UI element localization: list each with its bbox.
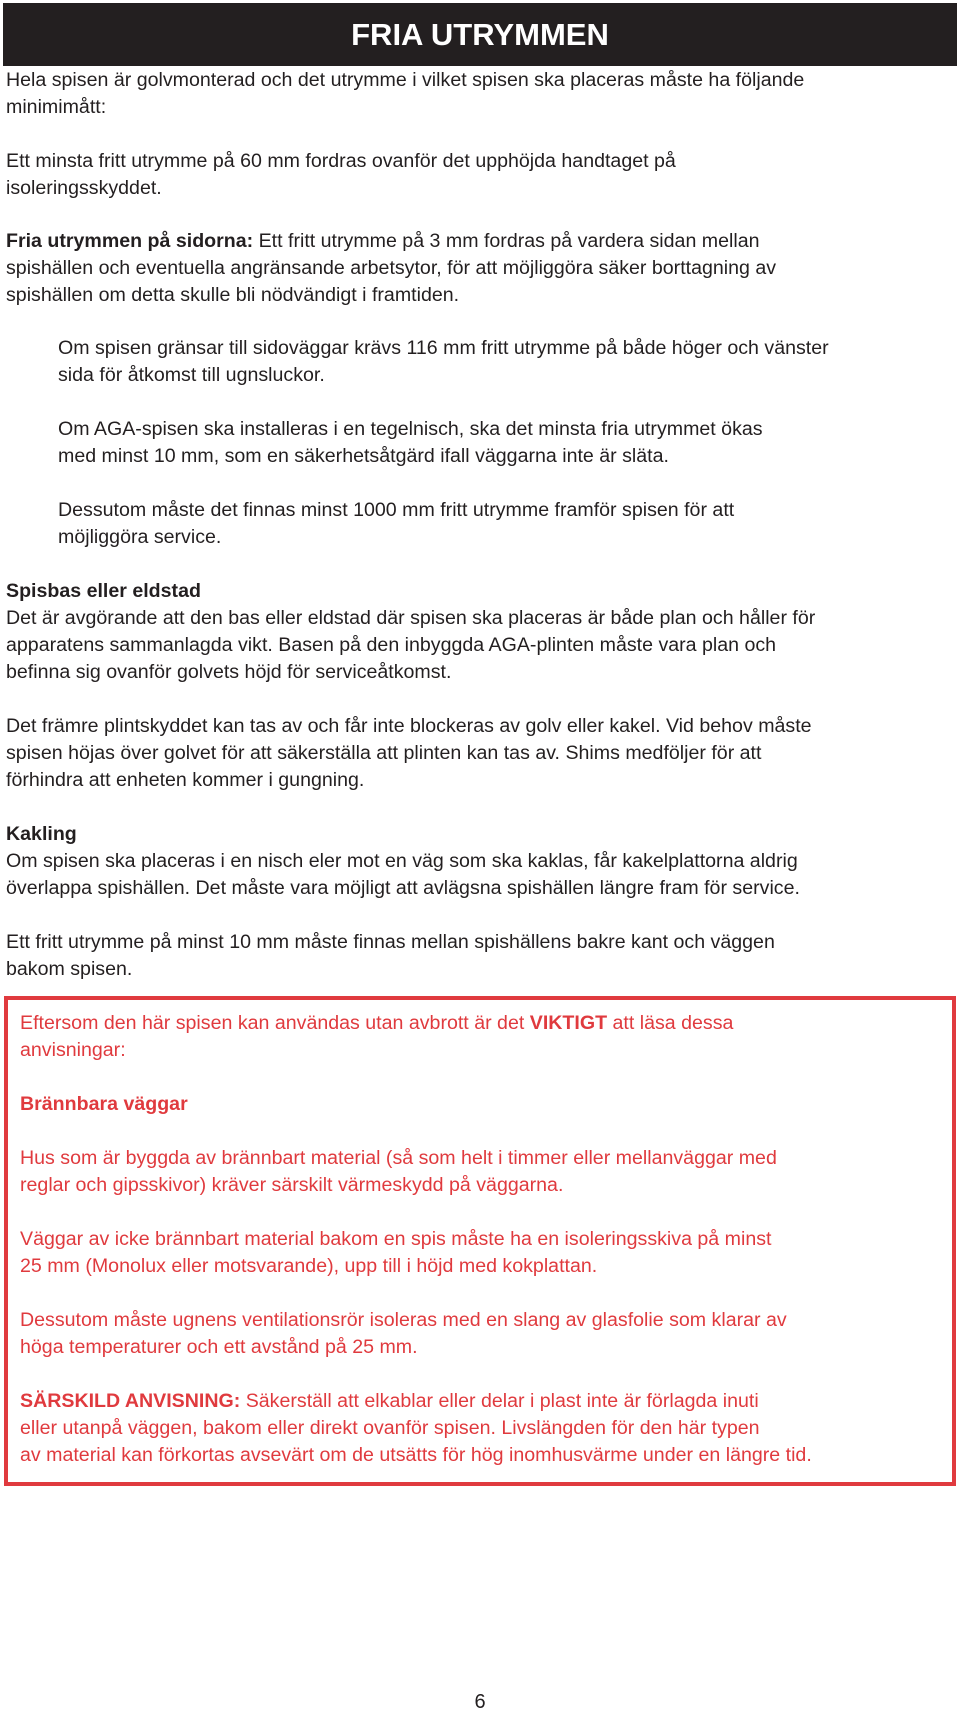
noncombustible-line: Väggar av icke brännbart material bakom en spis måste ha en isoleringsskiva på minst — [20, 1228, 772, 1250]
warning-intro — [20, 1010, 952, 1064]
tiling-heading: Kakling — [6, 823, 77, 845]
min-clearance-line: Ett minsta fritt utrymme på 60 mm fordras ovanför det upphöjda handtaget på — [6, 150, 676, 172]
section-title: FRIA UTRYMMEN — [351, 16, 609, 52]
intro-line: minimimått: — [6, 96, 107, 118]
plinth-paragraph — [6, 713, 954, 794]
special-instruction-label: SÄRSKILD ANVISNING: — [20, 1390, 241, 1412]
warning-intro-text: att läsa dessa — [607, 1012, 734, 1034]
side-walls-line: sida för åtkomst till ugnsluckor. — [58, 364, 325, 386]
combustible-paragraph — [20, 1145, 952, 1199]
brick-niche-line: med minst 10 mm, som en säkerhetsåtgärd ifall väggarna inte är släta. — [58, 445, 669, 467]
intro-line: Hela spisen är golvmonterad och det utrymme i vilket spisen ska placeras måste ha följande — [6, 69, 805, 91]
front-service-line: möjliggöra service. — [58, 526, 222, 548]
combustible-line: reglar och gipsskivor) kräver särskilt värmeskydd på väggarna. — [20, 1174, 564, 1196]
base-section — [6, 578, 954, 686]
base-line: befinna sig ovanför golvets höjd för serviceåtkomst. — [6, 661, 452, 683]
min-clearance-line: isoleringsskyddet. — [6, 177, 162, 199]
base-heading: Spisbas eller eldstad — [6, 580, 201, 602]
side-walls-paragraph — [6, 335, 954, 389]
rear-gap-line: Ett fritt utrymme på minst 10 mm måste finnas mellan spishällens bakre kant och väggen — [6, 931, 775, 953]
base-line: apparatens sammanlagda vikt. Basen på den inbyggda AGA-plinten måste vara plan och — [6, 634, 777, 656]
tiling-line: överlappa spishällen. Det måste vara möjligt att avlägsna spishällen längre fram för service. — [6, 877, 800, 899]
vent-line: Dessutom måste ugnens ventilationsrör isoleras med en slang av glasfolie som klarar av — [20, 1309, 787, 1331]
side-clearance-paragraph — [6, 228, 954, 309]
noncombustible-line: 25 mm (Monolux eller motsvarande), upp till i höjd med kokplattan. — [20, 1255, 598, 1277]
side-clearance-label: Fria utrymmen på sidorna: — [6, 230, 254, 252]
document-body — [6, 67, 954, 983]
base-line: Det är avgörande att den bas eller eldstad där spisen ska placeras är både plan och håller för — [6, 607, 816, 629]
warning-important: VIKTIGT — [529, 1012, 608, 1034]
side-walls-line: Om spisen gränsar till sidoväggar krävs 116 mm fritt utrymme på både höger och vänster — [58, 337, 829, 359]
warning-intro-text: anvisningar: — [20, 1039, 126, 1061]
section-header — [3, 3, 957, 66]
special-instruction-paragraph — [20, 1388, 952, 1469]
page-number: 6 — [474, 1691, 486, 1713]
min-clearance-paragraph — [6, 148, 954, 202]
side-clearance-line: spishällen och eventuella angränsande arbetsytor, för att möjliggöra säker borttagning av — [6, 257, 777, 279]
combustible-heading-paragraph — [20, 1091, 952, 1118]
special-instruction-line: Säkerställ att elkablar eller delar i plast inte är förlagda inuti — [240, 1390, 759, 1412]
plinth-line: Det främre plintskyddet kan tas av och får inte blockeras av golv eller kakel. Vid behov måste — [6, 715, 812, 737]
warning-intro-text: Eftersom den här spisen kan användas utan avbrott är det — [20, 1012, 530, 1034]
brick-niche-line: Om AGA-spisen ska installeras i en tegelnisch, ska det minsta fria utrymmet ökas — [58, 418, 763, 440]
side-clearance-line: Ett fritt utrymme på 3 mm fordras på vardera sidan mellan — [253, 230, 760, 252]
noncombustible-paragraph — [20, 1226, 952, 1280]
special-instruction-line: eller utanpå väggen, bakom eller direkt ovanför spisen. Livslängden för den här typen — [20, 1417, 760, 1439]
combustible-line: Hus som är byggda av brännbart material (så som helt i timmer eller mellanväggar med — [20, 1147, 777, 1169]
special-instruction-line: av material kan förkortas avsevärt om de utsätts för hög inomhusvärme under en längre tid. — [20, 1444, 812, 1466]
intro-paragraph — [6, 67, 954, 121]
vent-line: höga temperaturer och ett avstånd på 25 mm. — [20, 1336, 418, 1358]
plinth-line: spisen höjas över golvet för att säkerställa att plinten kan tas av. Shims medföljer för att — [6, 742, 762, 764]
side-clearance-line: spishällen om detta skulle bli nödvändigt i framtiden. — [6, 284, 460, 306]
vent-paragraph — [20, 1307, 952, 1361]
rear-gap-paragraph — [6, 929, 954, 983]
brick-niche-paragraph — [6, 416, 954, 470]
front-service-line: Dessutom måste det finnas minst 1000 mm fritt utrymme framför spisen för att — [58, 499, 735, 521]
plinth-line: förhindra att enheten kommer i gungning. — [6, 769, 365, 791]
rear-gap-line: bakom spisen. — [6, 958, 133, 980]
warning-box — [4, 996, 956, 1486]
combustible-heading: Brännbara väggar — [20, 1093, 188, 1115]
front-service-paragraph — [6, 497, 954, 551]
tiling-section — [6, 821, 954, 902]
tiling-line: Om spisen ska placeras i en nisch eler mot en väg som ska kaklas, får kakelplattorna aldrig — [6, 850, 798, 872]
